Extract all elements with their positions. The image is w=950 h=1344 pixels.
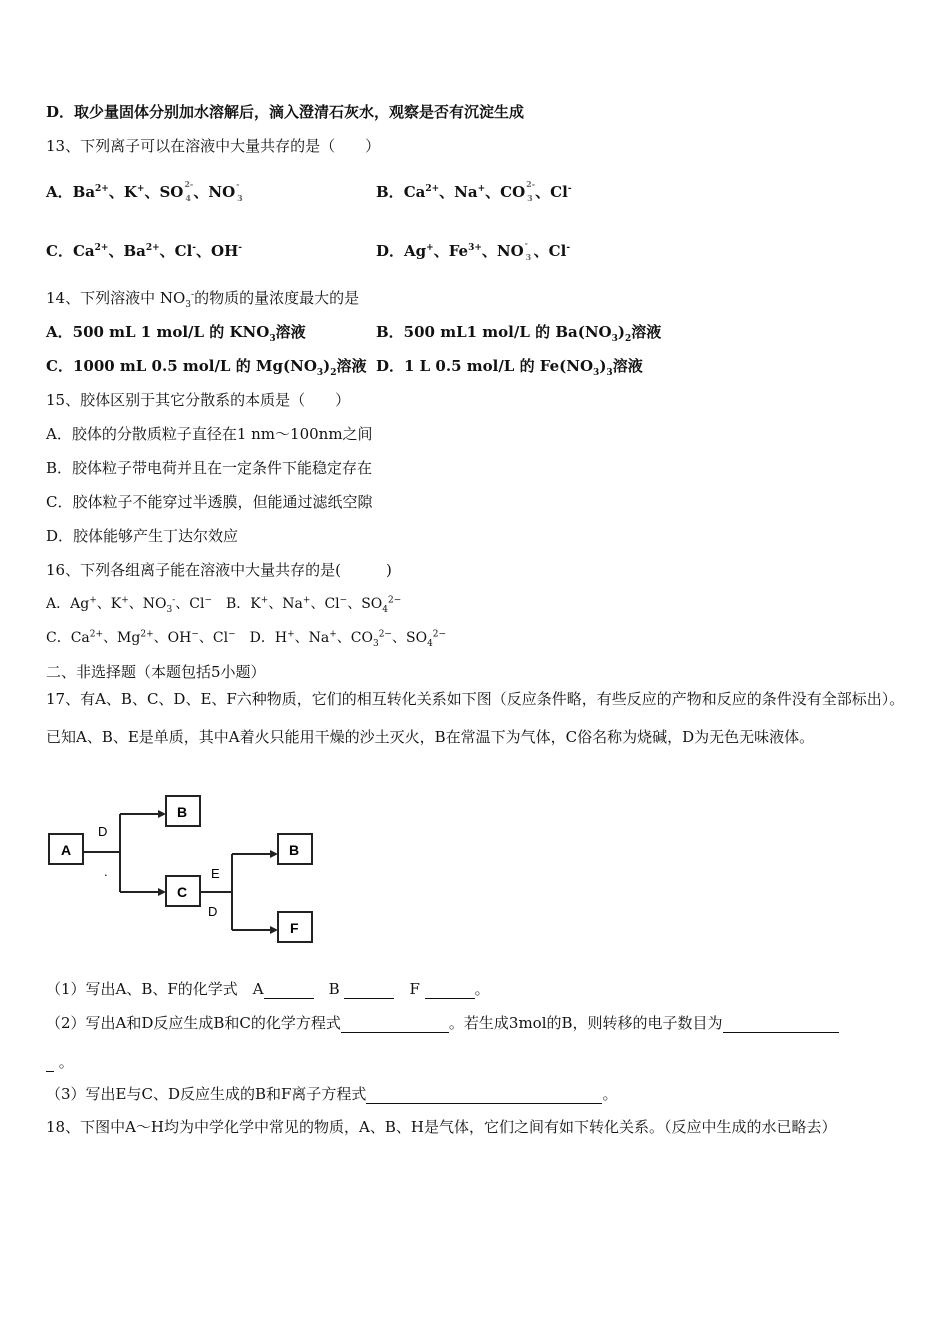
answer-blank-ionic[interactable] [366, 1087, 602, 1104]
q14-option-c: C．1000 mL 0.5 mol/L 的 $Mg(NO_3)_2$溶液 [46, 357, 367, 378]
label-d-2: D [208, 904, 218, 919]
q15-option-c: C．胶体粒子不能穿过半透膜，但能通过滤纸空隙 [46, 493, 373, 511]
q15-option-b: B．胶体粒子带电荷并且在一定条件下能稳定存在 [46, 459, 373, 477]
q16-options-cd: C．$Ca^{2+}$、$Mg^{2+}$、OH−、Cl− D．H+、Na+、$CO_3^{2-}$、$SO_4^{2-}$ [46, 629, 447, 649]
answer-blank-f[interactable] [425, 982, 475, 999]
section-2-heading: 二、非选择题（本题包括5小题） [46, 663, 266, 681]
q16-stem: 16、下列各组离子能在溶液中大量共存的是( ) [46, 561, 392, 579]
q13-option-d: D．Ag+、$Fe^{3+}$、NO - 3 、Cl- [376, 238, 571, 262]
q15-stem: 15、胶体区别于其它分散系的本质是（ ） [46, 391, 351, 409]
q17-part-3: （3）写出E与C、D反应生成的B和F离子方程式 。 [46, 1085, 618, 1103]
box-f-label: F [290, 920, 299, 936]
box-b-1-label: B [177, 804, 188, 820]
q17-part-1: （1）写出A、B、F的化学式 A B F 。 [46, 980, 490, 998]
q17-part-2-cont: 。 [46, 1052, 74, 1072]
q16-options-ab: A．Ag+、K+、$NO_3^-$、Cl− B．K+、Na+、Cl−、$SO_4^{2-}$ [46, 595, 402, 615]
q13-option-b: B．$Ca^{2+}$、Na+、CO 2- 3 、Cl- [376, 179, 572, 203]
label-dot: . [104, 864, 108, 879]
q18-stem: 18、下图中A～H均为中学化学中常见的物质，A、B、H是气体，它们之间有如下转化关系。（反应中生成的水已略去） [46, 1118, 837, 1136]
answer-blank-electrons-cont[interactable] [46, 1055, 54, 1072]
q14-option-b: B．500 mL1 mol/L 的 $Ba(NO_3)_2$溶液 [376, 323, 662, 344]
answer-blank-equation[interactable] [341, 1016, 449, 1033]
q17-part-2: （2）写出A和D反应生成B和C的化学方程式 。若生成3mol的B，则转移的电子数目为 [46, 1013, 839, 1033]
q14-option-d: D．1 L 0.5 mol/L 的 $Fe(NO_3)_3$溶液 [376, 357, 643, 378]
answer-blank-b[interactable] [344, 982, 394, 999]
q12-option-d: D．取少量固体分别加水溶解后，滴入澄清石灰水，观察是否有沉淀生成 [46, 103, 525, 121]
box-a-label: A [61, 842, 72, 858]
q13-option-c: C．$Ca^{2+}$、$Ba^{2+}$、Cl-、OH- [46, 242, 243, 260]
q13-option-a: A．$Ba^{2+}$、K+、SO 2- 4 、NO - 3 [46, 179, 243, 203]
q13-stem: 13、下列离子可以在溶液中大量共存的是（ ） [46, 137, 381, 155]
box-c-label: C [177, 884, 188, 900]
box-b-2-label: B [289, 842, 300, 858]
answer-blank-electrons[interactable] [723, 1016, 839, 1033]
q17-stem: 17、有A、B、C、D、E、F六种物质，它们的相互转化关系如下图（反应条件略，有些反应的产物和反应的条件没有全部标出）。已知A、B、E是单质，其中A着火只能用干燥的沙土灭火，B在常温下为气体，C俗名称为烧碱，D为无色无味液体。 [46, 690, 905, 746]
q15-option-a: A．胶体的分散质粒子直径在1 nm～100nm之间 [46, 425, 373, 443]
label-e: E [211, 866, 220, 881]
q14-option-a: A．500 mL 1 mol/L 的 $KNO_3$溶液 [46, 323, 306, 344]
q15-option-d: D．胶体能够产生丁达尔效应 [46, 527, 239, 545]
label-d-1: D [98, 824, 108, 839]
q17-diagram [44, 790, 324, 950]
q14-stem: 14、下列溶液中 $NO_3^-$的物质的量浓度最大的是 [46, 289, 360, 310]
answer-blank-a[interactable] [264, 982, 314, 999]
